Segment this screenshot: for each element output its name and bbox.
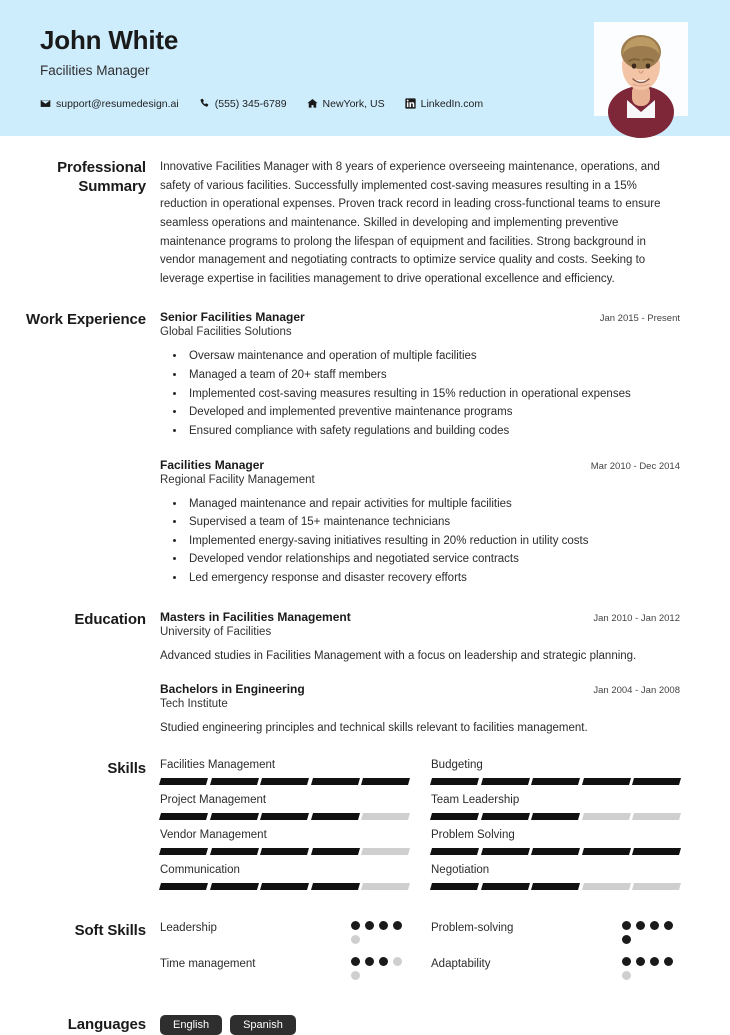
skill-level-segment <box>260 778 309 785</box>
skill-item <box>431 864 680 899</box>
entry-bullet-list <box>160 495 680 588</box>
skill-level-segment <box>159 883 208 890</box>
entry-bullet-list <box>160 347 680 440</box>
skill-level-segment <box>582 883 631 890</box>
language-pill: English <box>160 1015 222 1035</box>
soft-skills-grid <box>160 921 680 993</box>
soft-skill-name: Leadership <box>160 921 217 934</box>
skill-level-segment <box>361 778 410 785</box>
skill-level-segment <box>481 778 530 785</box>
skill-level-segment <box>361 848 410 855</box>
skill-level-segment <box>430 883 479 890</box>
entry-date-range: Jan 2010 - Jan 2012 <box>593 612 680 624</box>
entry-bullet: • Oversaw maintenance and operation of multiple facilities <box>186 347 680 366</box>
skill-level-bar <box>431 813 680 820</box>
entry-description: Studied engineering principles and technical skills relevant to facilities management. <box>160 721 588 734</box>
contact-text: LinkedIn.com <box>420 97 484 110</box>
language-pill: Spanish <box>230 1015 296 1035</box>
skill-item <box>160 794 409 829</box>
entry-institution: Tech Institute <box>160 697 228 710</box>
contact-item-home[interactable] <box>307 98 385 110</box>
skill-level-bar <box>431 848 680 855</box>
resume-body <box>0 136 730 1035</box>
entry-bullet: • Implemented cost-saving measures resulting in 15% reduction in operational expenses <box>186 385 680 404</box>
languages-body <box>160 1015 690 1035</box>
envelope-icon <box>40 98 51 109</box>
skill-item <box>431 759 680 794</box>
entry-organization: Regional Facility Management <box>160 473 315 486</box>
soft-skill-dot <box>622 921 631 930</box>
entry-bullet: • Developed vendor relationships and negotiated service contracts <box>186 550 680 569</box>
skill-level-bar <box>160 848 409 855</box>
contact-item-envelope[interactable] <box>40 98 179 110</box>
skill-name: Problem Solving <box>431 828 515 841</box>
skill-level-segment <box>311 883 360 890</box>
soft-skill-dot <box>351 957 360 966</box>
contact-item-linkedin[interactable] <box>405 98 483 110</box>
skill-level-segment <box>260 848 309 855</box>
entry-bullet: • Managed a team of 20+ staff members <box>186 366 680 385</box>
entry-bullet: • Managed maintenance and repair activities for multiple facilities <box>186 495 680 514</box>
skill-level-segment <box>210 778 259 785</box>
soft-skill-dot <box>351 921 360 930</box>
soft-skill-dot <box>393 921 402 930</box>
entry-header <box>160 310 680 324</box>
skill-item <box>431 794 680 829</box>
soft-skill-name: Adaptability <box>431 957 491 970</box>
skill-level-bar <box>160 778 409 785</box>
soft-skill-name: Problem-solving <box>431 921 514 934</box>
education-body <box>160 610 690 737</box>
skill-level-segment <box>481 813 530 820</box>
entry-bullet: • Supervised a team of 15+ maintenance technicians <box>186 513 680 532</box>
entry-degree-title: Masters in Facilities Management <box>160 609 351 624</box>
skill-level-segment <box>632 883 681 890</box>
skill-name: Facilities Management <box>160 758 276 771</box>
skill-level-segment <box>632 778 681 785</box>
skill-level-segment <box>632 813 681 820</box>
soft-skill-rating-dots <box>622 957 680 980</box>
skill-name: Communication <box>160 863 240 876</box>
soft-skill-dot <box>664 921 673 930</box>
soft-skill-name: Time management <box>160 957 256 970</box>
skill-level-bar <box>431 883 680 890</box>
skill-item <box>160 864 409 899</box>
skill-level-segment <box>582 778 631 785</box>
entry-header <box>160 682 680 696</box>
skill-level-segment <box>481 883 530 890</box>
section-label-experience: Work Experience <box>26 311 146 329</box>
section-label-skills: Skills <box>107 759 146 777</box>
education-entry <box>160 682 680 737</box>
entry-date-range: Mar 2010 - Dec 2014 <box>590 460 680 472</box>
entry-date-range: Jan 2004 - Jan 2008 <box>593 684 680 696</box>
contact-text: NewYork, US <box>322 97 385 110</box>
entry-bullet: • Led emergency response and disaster recovery efforts <box>186 569 680 588</box>
skill-level-segment <box>632 848 681 855</box>
skill-level-segment <box>430 778 479 785</box>
soft-skill-dot <box>379 921 388 930</box>
contact-text: support@resumedesign.ai <box>56 97 179 110</box>
soft-skill-dot <box>622 971 631 980</box>
skill-level-segment <box>260 883 309 890</box>
entry-bullet: • Implemented energy-saving initiatives resulting in 20% reduction in utility costs <box>186 532 680 551</box>
entry-description: Advanced studies in Facilities Management with a focus on leadership and strategic planning. <box>160 649 637 662</box>
skill-level-segment <box>531 848 580 855</box>
skill-level-segment <box>531 813 580 820</box>
linkedin-icon <box>405 98 416 109</box>
section-education <box>0 588 690 737</box>
skill-level-segment <box>481 848 530 855</box>
phone-icon <box>199 98 210 109</box>
skill-name: Negotiation <box>431 863 490 876</box>
soft-skill-dot <box>365 957 374 966</box>
skill-level-segment <box>531 883 580 890</box>
entry-degree-title: Bachelors in Engineering <box>160 681 305 696</box>
section-label-soft-skills: Soft Skills <box>74 921 146 939</box>
skill-name: Project Management <box>160 793 267 806</box>
entry-job-title: Facilities Manager <box>160 457 265 472</box>
skill-level-segment <box>210 883 259 890</box>
experience-entry <box>160 310 680 440</box>
entry-header <box>160 458 680 472</box>
candidate-name: John White <box>40 25 179 55</box>
section-soft-skills <box>0 899 690 993</box>
summary-body <box>160 158 690 288</box>
soft-skill-item <box>160 921 409 957</box>
entry-bullet: • Developed and implemented preventive maintenance programs <box>186 403 680 422</box>
soft-skill-dot <box>351 971 360 980</box>
contact-text: (555) 345-6789 <box>214 97 287 110</box>
skill-level-segment <box>159 813 208 820</box>
experience-body <box>160 310 690 587</box>
soft-skill-item <box>431 957 680 993</box>
skill-level-segment <box>531 778 580 785</box>
entry-header <box>160 610 680 624</box>
entry-job-title: Senior Facilities Manager <box>160 310 305 325</box>
entry-date-range: Jan 2015 - Present <box>599 313 680 325</box>
soft-skill-rating-dots <box>351 921 409 944</box>
soft-skill-dot <box>650 957 659 966</box>
skill-item <box>160 759 409 794</box>
section-professional-summary <box>0 136 690 288</box>
skill-item <box>160 829 409 864</box>
soft-skills-body <box>160 921 690 993</box>
section-work-experience <box>0 288 690 587</box>
skill-level-segment <box>260 813 309 820</box>
skill-name: Budgeting <box>431 758 483 771</box>
skill-level-bar <box>160 813 409 820</box>
skill-level-segment <box>311 848 360 855</box>
skill-level-bar <box>160 883 409 890</box>
experience-entry <box>160 458 680 588</box>
skill-level-segment <box>210 848 259 855</box>
entry-organization: Global Facilities Solutions <box>160 326 292 339</box>
soft-skill-dot <box>351 935 360 944</box>
skill-name: Vendor Management <box>160 828 267 841</box>
education-entry <box>160 610 680 665</box>
skill-level-bar <box>431 778 680 785</box>
home-icon <box>307 98 318 109</box>
soft-skill-dot <box>622 935 631 944</box>
skill-level-segment <box>582 848 631 855</box>
skill-level-segment <box>311 778 360 785</box>
soft-skill-dot <box>636 921 645 930</box>
skill-level-segment <box>361 813 410 820</box>
skill-level-segment <box>159 848 208 855</box>
soft-skill-dot <box>393 957 402 966</box>
candidate-job-title: Facilities Manager <box>40 62 150 78</box>
resume-header <box>0 0 730 136</box>
soft-skill-item <box>160 957 409 993</box>
soft-skill-item <box>431 921 680 957</box>
section-skills <box>0 737 690 899</box>
soft-skill-dot <box>379 957 388 966</box>
soft-skill-dot <box>622 957 631 966</box>
soft-skill-dot <box>650 921 659 930</box>
section-label-languages: Languages <box>67 1015 146 1033</box>
skills-body <box>160 759 690 899</box>
profile-photo <box>594 22 688 116</box>
entry-bullet: • Ensured compliance with safety regulations and building codes <box>186 422 680 441</box>
skill-level-segment <box>361 883 410 890</box>
skills-grid <box>160 759 680 899</box>
skill-name: Team Leadership <box>431 793 520 806</box>
soft-skill-dot <box>664 957 673 966</box>
soft-skill-dot <box>365 921 374 930</box>
skill-level-segment <box>159 778 208 785</box>
skill-level-segment <box>430 813 479 820</box>
section-languages <box>0 993 690 1035</box>
skill-level-segment <box>582 813 631 820</box>
section-label-education: Education <box>74 610 146 628</box>
skill-level-segment <box>311 813 360 820</box>
languages-list <box>160 1015 680 1035</box>
summary-text: Innovative Facilities Manager with 8 years of experience overseeing maintenance, operations, and safety of various facilities. Successfully implemented cost-saving measures resulting in a 15% reduction in operational expenses. Proven track record in leading cross-functional teams to ensure seamless operations and maintenance. Skilled in developing and implementing preventive maintenance programs to prolong the lifespan of equipment and facilities. Strong background in vendor management and negotiating contracts to optimize service quality and costs. Seeking to leverage expertise in facilities management to drive operational excellence and efficiency. <box>160 161 661 285</box>
skill-item <box>431 829 680 864</box>
soft-skill-rating-dots <box>351 957 409 980</box>
skill-level-segment <box>430 848 479 855</box>
entry-institution: University of Facilities <box>160 625 272 638</box>
skill-level-segment <box>210 813 259 820</box>
section-label-summary: Professional Summary <box>57 159 146 196</box>
soft-skill-dot <box>636 957 645 966</box>
soft-skill-rating-dots <box>622 921 680 944</box>
contact-item-phone[interactable] <box>199 98 287 110</box>
